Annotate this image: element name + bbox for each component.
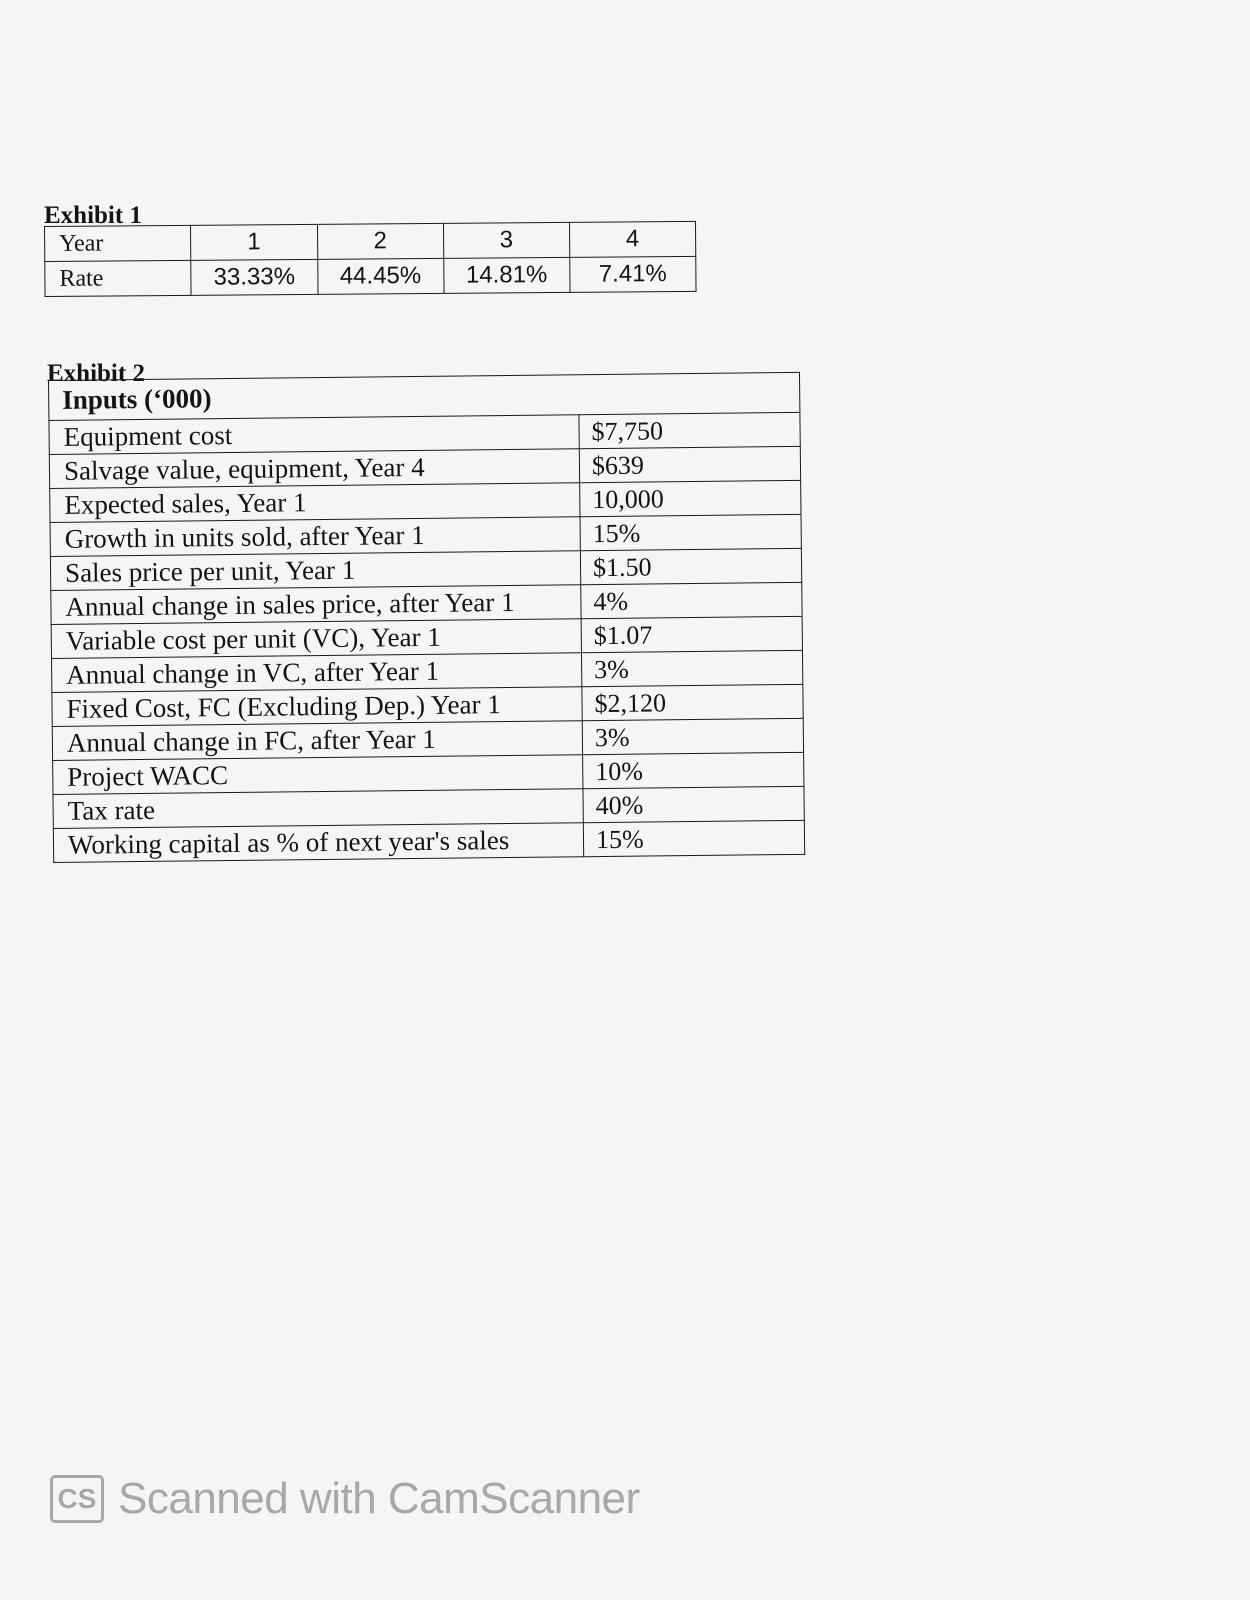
row-value: 3% bbox=[582, 718, 803, 754]
inputs-header: Inputs (‘000) bbox=[49, 372, 800, 420]
row-value: 15% bbox=[583, 820, 804, 856]
year-4: 4 bbox=[569, 221, 695, 257]
year-1: 1 bbox=[191, 224, 317, 260]
camscanner-watermark bbox=[50, 1474, 640, 1524]
row-label: Tax rate bbox=[53, 789, 583, 829]
row-label: Variable cost per unit (VC), Year 1 bbox=[51, 619, 581, 659]
exhibit-2-title: Exhibit 2 bbox=[47, 360, 145, 387]
rate-3: 14.81% bbox=[443, 257, 569, 293]
year-2: 2 bbox=[317, 223, 443, 259]
year-label: Year bbox=[45, 225, 192, 261]
exhibit-2-table bbox=[48, 372, 805, 863]
watermark-text: Scanned with CamScanner bbox=[118, 1474, 640, 1523]
row-label: Annual change in VC, after Year 1 bbox=[52, 653, 582, 693]
exhibit-1-title: Exhibit 1 bbox=[44, 202, 142, 229]
row-value: 15% bbox=[580, 514, 801, 550]
rate-label: Rate bbox=[45, 260, 192, 296]
camscanner-logo-icon: CS bbox=[50, 1475, 104, 1523]
year-row bbox=[45, 221, 696, 261]
row-label: Project WACC bbox=[53, 755, 583, 795]
row-label: Salvage value, equipment, Year 4 bbox=[49, 449, 579, 489]
year-3: 3 bbox=[443, 222, 569, 258]
rate-2: 44.45% bbox=[317, 258, 443, 294]
table-row bbox=[53, 820, 804, 862]
row-label: Equipment cost bbox=[49, 415, 579, 455]
rate-1: 33.33% bbox=[191, 259, 317, 295]
row-value: 10% bbox=[583, 752, 804, 788]
row-value: 3% bbox=[581, 650, 802, 686]
row-label: Growth in units sold, after Year 1 bbox=[50, 517, 580, 557]
row-value: $7,750 bbox=[579, 412, 800, 448]
row-label: Expected sales, Year 1 bbox=[50, 483, 580, 523]
row-value: 40% bbox=[583, 786, 804, 822]
row-label: Sales price per unit, Year 1 bbox=[50, 551, 580, 591]
row-label: Annual change in FC, after Year 1 bbox=[52, 721, 582, 761]
row-value: $2,120 bbox=[582, 684, 803, 720]
exhibit-1-table bbox=[44, 221, 697, 297]
row-value: 4% bbox=[581, 582, 802, 618]
row-value: $1.50 bbox=[580, 548, 801, 584]
row-value: $639 bbox=[579, 446, 800, 482]
row-label: Fixed Cost, FC (Excluding Dep.) Year 1 bbox=[52, 687, 582, 727]
rate-row bbox=[45, 256, 696, 296]
row-value: 10,000 bbox=[580, 480, 801, 516]
row-value: $1.07 bbox=[581, 616, 802, 652]
row-label: Working capital as % of next year's sales bbox=[53, 823, 583, 863]
rate-4: 7.41% bbox=[570, 256, 696, 292]
row-label: Annual change in sales price, after Year 1 bbox=[51, 585, 581, 625]
